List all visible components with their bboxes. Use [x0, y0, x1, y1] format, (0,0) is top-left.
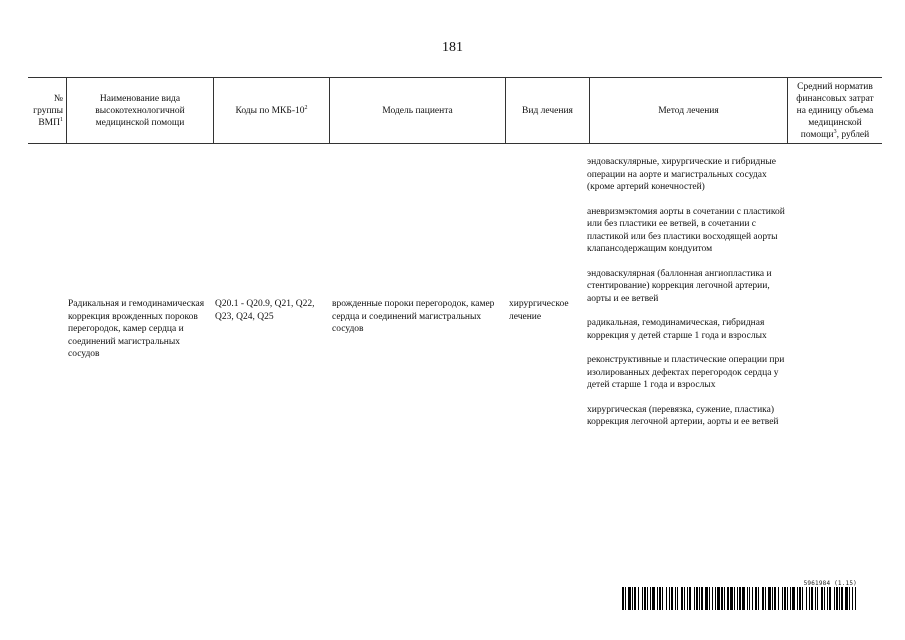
barcode-bar — [622, 587, 624, 610]
barcode-bar — [797, 587, 798, 610]
barcode-bar — [647, 587, 648, 610]
barcode-bar — [699, 587, 700, 610]
header-patient-model-label: Модель пациента — [382, 105, 453, 116]
barcode-bar — [782, 587, 783, 610]
barcode-bar — [852, 587, 853, 610]
barcode-bar — [712, 587, 713, 610]
barcode-bar — [849, 587, 850, 610]
barcode-bar — [790, 587, 791, 610]
barcode-bar — [845, 587, 848, 610]
barcode-bar — [772, 587, 773, 610]
barcode-bar — [652, 587, 655, 610]
barcode-bar — [730, 587, 733, 610]
barcode-bar — [815, 587, 816, 610]
barcode-bar — [634, 587, 636, 610]
barcode-bar — [811, 587, 813, 610]
header-group-no — [28, 78, 67, 143]
barcode-bar — [799, 587, 801, 610]
barcode-bar — [689, 587, 691, 610]
footnote-1: 1 — [60, 116, 63, 123]
barcode-bar — [684, 587, 685, 610]
treatment-type-cell: хирургическое лечение — [509, 299, 569, 322]
method-item: аневризмэктомия аорты в сочетании с пластикой или без пластики ее ветвей, в сочетании с пластикой или без пластики восходящей аорты клапансодержащим кондуитом — [587, 206, 785, 254]
barcode-bar — [836, 587, 838, 610]
barcode-bar — [768, 587, 771, 610]
barcode-bar — [827, 587, 828, 610]
barcode-bar — [747, 587, 748, 610]
barcode-bar — [705, 587, 708, 610]
barcode-caption: 5961984 (1.15) — [803, 580, 857, 587]
barcode-bar — [742, 587, 745, 610]
footnote-3: 3 — [833, 128, 837, 135]
barcode-bar — [737, 587, 738, 610]
barcode-bar — [809, 587, 810, 610]
header-treatment-type — [506, 78, 590, 143]
header-care-type — [67, 78, 214, 143]
footnote-2: 2 — [304, 104, 308, 111]
method-item: реконструктивные и пластические операции при изолированных дефектах перегородок сердца у детей старше 1 года и взрослых — [587, 355, 785, 390]
barcode-bar — [642, 587, 643, 610]
icd-codes-cell: Q20.1 - Q20.9, Q21, Q22, Q23, Q24, Q25 — [215, 299, 315, 322]
barcode-bar — [821, 587, 823, 610]
header-icd-codes — [214, 78, 330, 143]
barcode-bar — [834, 587, 835, 610]
header-treatment-method-label: Метод лечения — [658, 105, 719, 116]
barcode-bar — [709, 587, 710, 610]
method-item: эндоваскулярная (баллонная ангиопластика и стентирование) коррекция легочной артерии, аорты и ее ветвей — [587, 268, 772, 304]
barcode-bar — [625, 587, 626, 610]
barcode-bar — [839, 587, 840, 610]
barcode-bar — [669, 587, 670, 610]
care-type-cell: Радикальная и гемодинамическая коррекция врожденных пороков перегородок, камер сердца и соединений магистральных сосудов — [68, 299, 205, 359]
barcode-bar — [644, 587, 646, 610]
barcode-bar — [694, 587, 695, 610]
barcode — [622, 580, 857, 610]
barcode-bar — [758, 587, 759, 610]
header-icd-codes-label: Коды по МКБ-10 — [235, 105, 305, 116]
barcode-bar — [659, 587, 661, 610]
barcode-bar — [778, 587, 779, 610]
barcode-bar — [650, 587, 651, 610]
header-care-type-label: Наименование вида высокотехнологичной медицинской помощи — [95, 93, 185, 128]
barcode-bar — [628, 587, 631, 610]
barcode-bar — [734, 587, 735, 610]
barcode-bar — [784, 587, 786, 610]
barcode-bar — [752, 587, 753, 610]
method-item: эндоваскулярные, хирургические и гибридные операции на аорте и магистральных сосудах (кроме артерий конечностей) — [587, 157, 776, 192]
barcode-bar — [638, 587, 639, 610]
barcode-bar — [677, 587, 678, 610]
barcode-bar — [739, 587, 741, 610]
barcode-bar — [632, 587, 633, 610]
barcode-bar — [727, 587, 729, 610]
barcode-bar — [657, 587, 658, 610]
header-patient-model — [330, 78, 506, 143]
barcode-bar — [817, 587, 818, 610]
barcode-bar — [755, 587, 757, 610]
barcode-bar — [681, 587, 683, 610]
barcode-bar — [829, 587, 831, 610]
barcode-bar — [671, 587, 673, 610]
barcode-bar — [666, 587, 667, 610]
header-cost-norm-tail: , рублей — [836, 129, 870, 140]
barcode-bar — [765, 587, 766, 610]
barcode-bar — [717, 587, 720, 610]
header-treatment-method — [590, 78, 788, 143]
barcode-bar — [724, 587, 725, 610]
header-treatment-type-label: Вид лечения — [522, 105, 573, 116]
barcode-bar — [802, 587, 803, 610]
barcode-bar — [715, 587, 716, 610]
barcode-bar — [806, 587, 807, 610]
barcode-bar — [749, 587, 750, 610]
method-item: хирургическая (перевязка, сужение, пластика) коррекция легочной артерии, аорты и ее ветвей — [587, 404, 779, 427]
barcode-bar — [675, 587, 676, 610]
header-group-no-label: № группы ВМП — [33, 93, 63, 128]
page-number: 181 — [442, 40, 463, 55]
barcode-bar — [721, 587, 723, 610]
header-cost-norm-label: Средний норматив финансовых затрат на единицу объема медицинской помощи — [796, 81, 874, 140]
table-header — [28, 77, 882, 144]
barcode-bar — [662, 587, 663, 610]
header-cost-norm — [788, 78, 882, 143]
barcode-bar — [687, 587, 688, 610]
patient-model-cell: врожденные пороки перегородок, камер сердца и соединений магистральных сосудов — [332, 299, 495, 334]
barcode-bar — [824, 587, 825, 610]
barcode-bar — [701, 587, 703, 610]
method-item: радикальная, гемодинамическая, гибридная коррекция у детей старше 1 года и взрослых — [587, 318, 767, 341]
treatment-methods-cell — [587, 156, 787, 441]
barcode-bar — [774, 587, 776, 610]
barcode-bar — [696, 587, 698, 610]
barcode-bar — [841, 587, 843, 610]
barcode-bar — [855, 587, 856, 610]
barcode-icon — [622, 587, 857, 610]
barcode-bar — [762, 587, 764, 610]
barcode-bar — [787, 587, 788, 610]
barcode-bar — [792, 587, 795, 610]
